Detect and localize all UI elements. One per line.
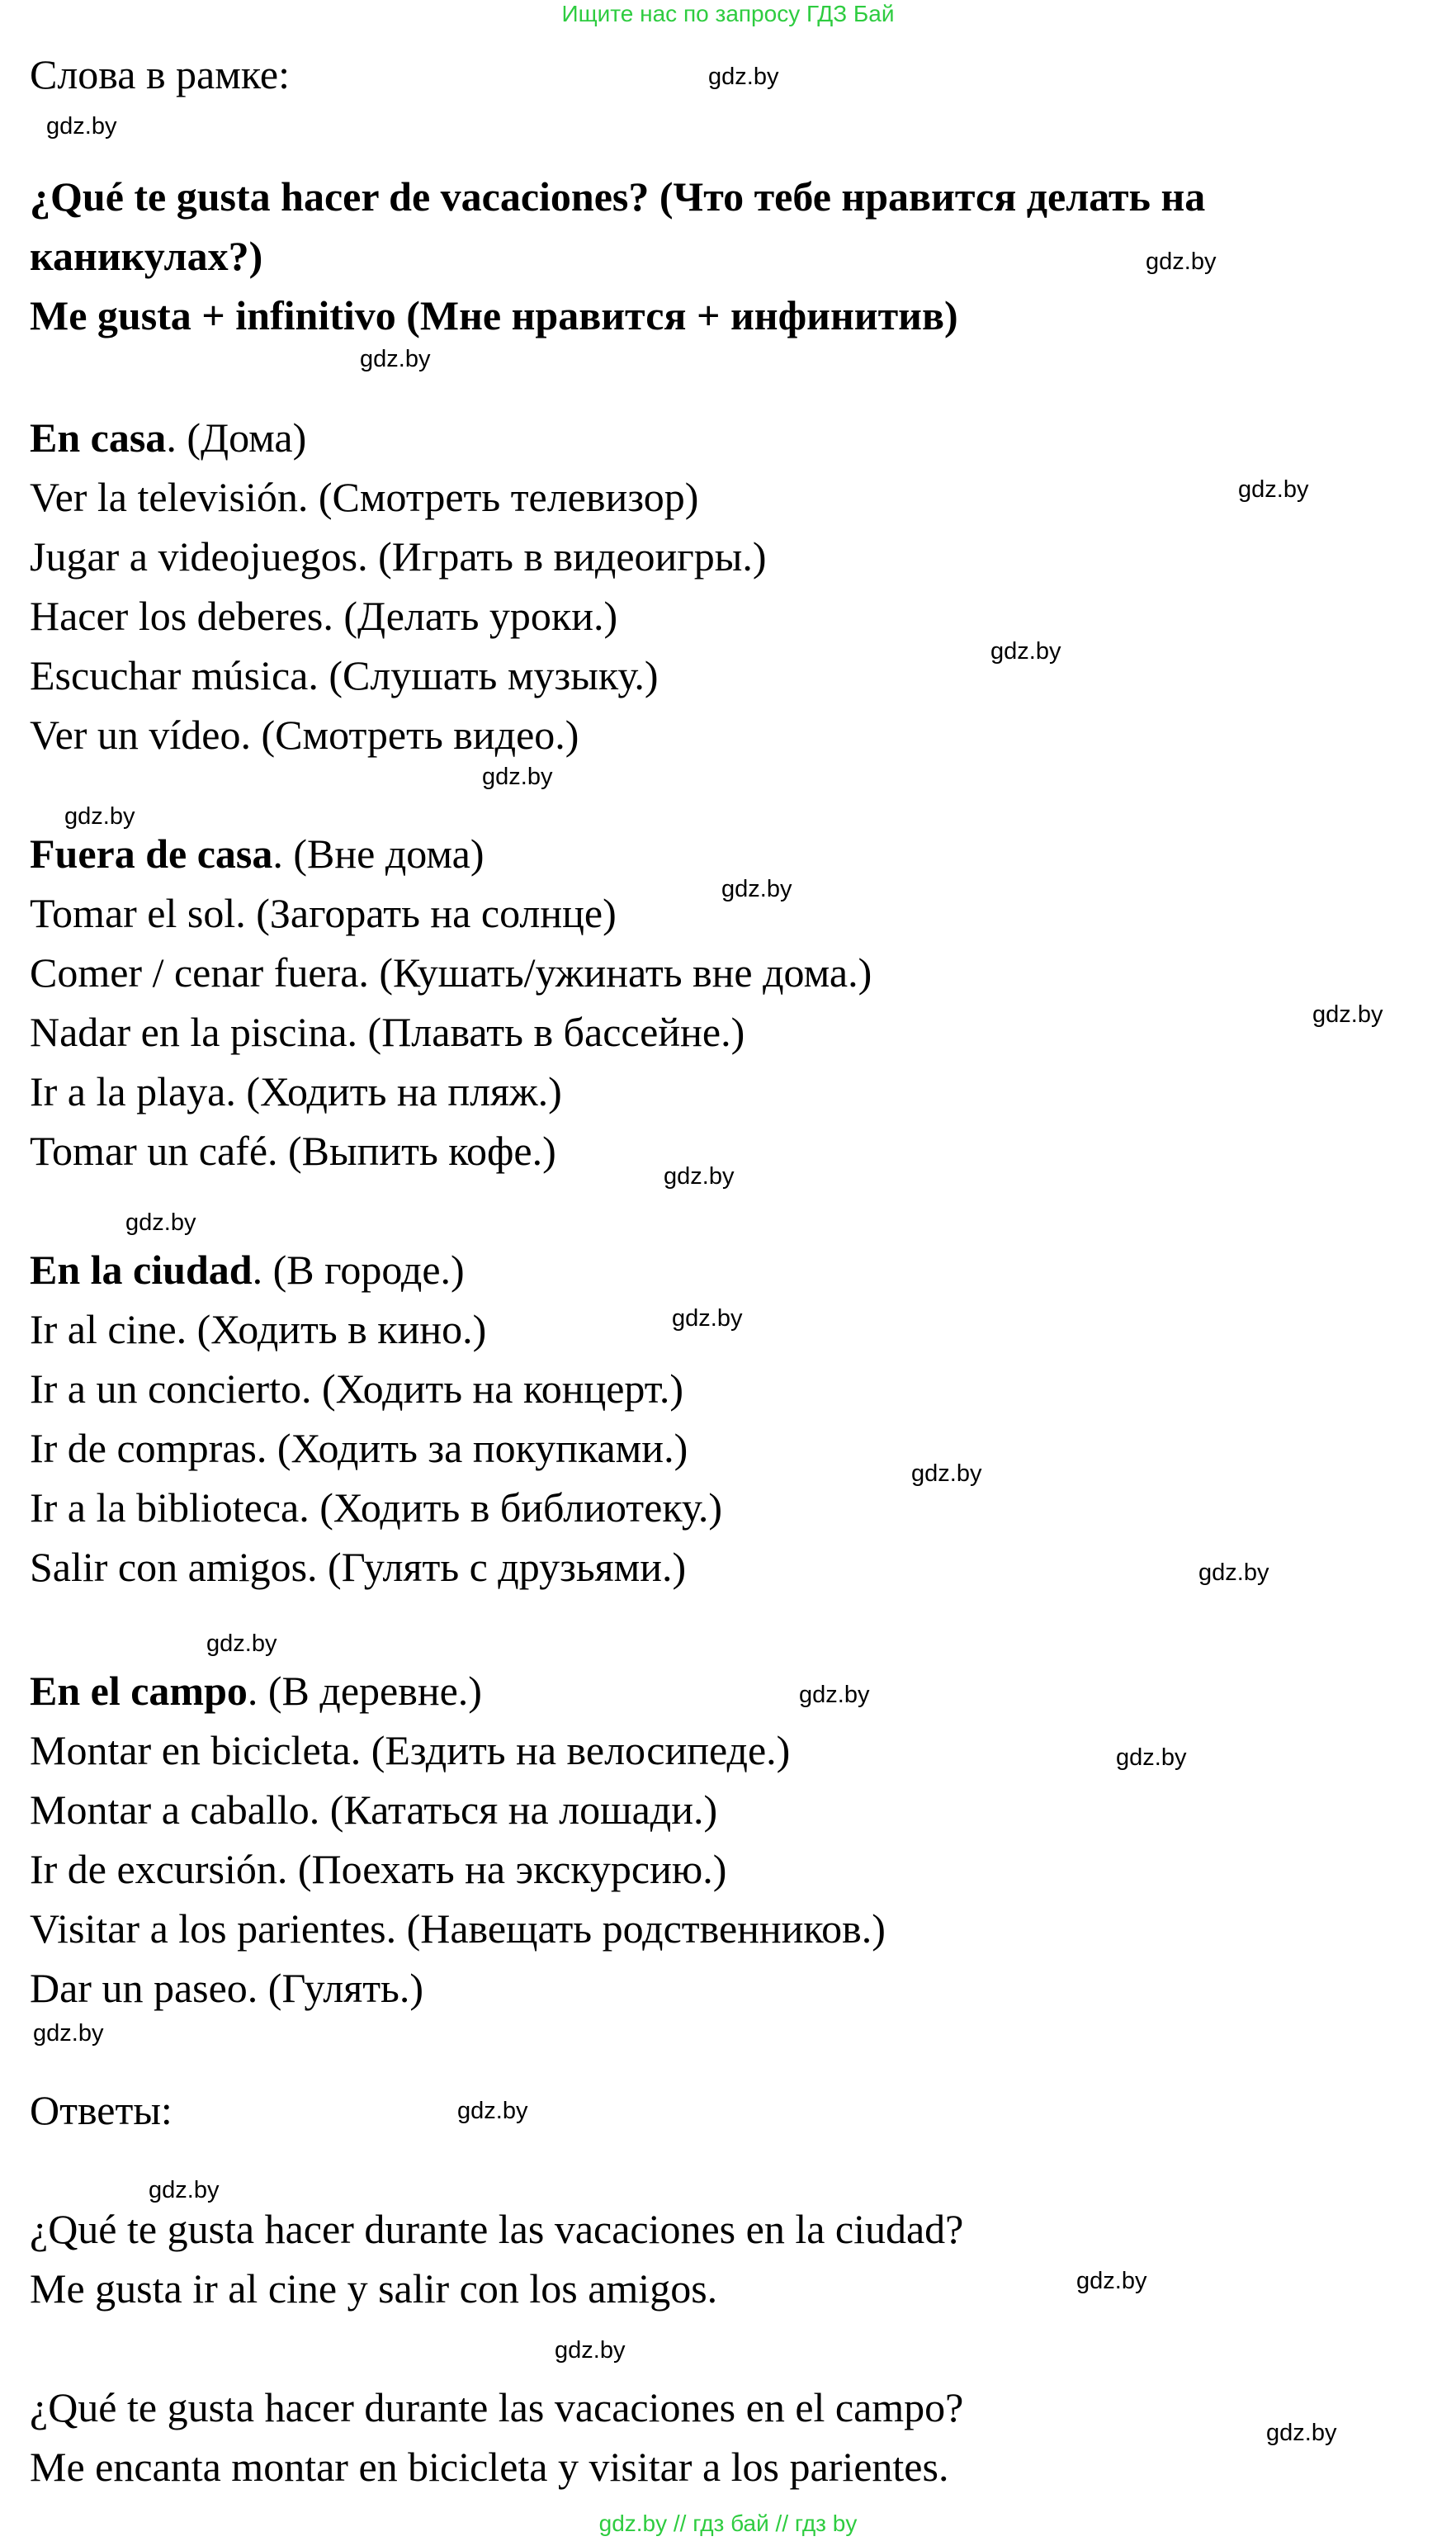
list-item: Ir a la biblioteca. (Ходить в библиотеку.) (30, 1484, 723, 1531)
watermark: gdz.by (206, 1630, 277, 1657)
watermark: gdz.by (672, 1305, 743, 1332)
question-heading-line-1: ¿Qué te gusta hacer de vacaciones? (Что тебе нравится делать на (30, 173, 1206, 220)
section-title-suffix: . (В деревне.) (247, 1668, 482, 1714)
list-item: Jugar a videojuegos. (Играть в видеоигры.) (30, 533, 767, 580)
section-title-en-el-campo (30, 1666, 482, 1715)
list-item: Ver la televisión. (Смотреть телевизор) (30, 474, 699, 520)
list-item: Salir con amigos. (Гулять с друзьями.) (30, 1544, 687, 1590)
section-title-suffix: . (В городе.) (252, 1247, 465, 1293)
watermark: gdz.by (911, 1460, 982, 1487)
section-title-fuera-de-casa (30, 829, 484, 878)
watermark: gdz.by (721, 876, 792, 902)
list-item: Tomar un café. (Выпить кофе.) (30, 1128, 556, 1174)
watermark: gdz.by (149, 2177, 220, 2203)
watermark: gdz.by (64, 803, 135, 830)
list-item: Ver un vídeo. (Смотреть видео.) (30, 712, 579, 758)
section-title-text: En la ciudad (30, 1247, 253, 1293)
watermark: gdz.by (799, 1682, 870, 1708)
watermark: gdz.by (1266, 2420, 1337, 2446)
list-item: Dar un paseo. (Гулять.) (30, 1965, 424, 2011)
watermark: gdz.by (1146, 248, 1217, 275)
section-title-suffix: . (Дома) (166, 414, 307, 461)
section-title-text: En casa (30, 414, 167, 461)
answers-label: Ответы: (30, 2087, 173, 2133)
question-heading-line-2: каникулах?) (30, 233, 263, 279)
watermark: gdz.by (360, 346, 431, 372)
watermark: gdz.by (1076, 2268, 1147, 2294)
watermark: gdz.by (46, 113, 117, 140)
list-item: Hacer los deberes. (Делать уроки.) (30, 593, 618, 639)
section-title-text: En el campo (30, 1668, 248, 1714)
section-title-suffix: . (Вне дома) (272, 831, 485, 877)
watermark: gdz.by (664, 1163, 735, 1190)
watermark: gdz.by (990, 638, 1061, 665)
list-item: Ir de compras. (Ходить за покупками.) (30, 1425, 688, 1471)
watermark: gdz.by (125, 1209, 196, 1236)
list-item: Tomar el sol. (Загорать на солнце) (30, 890, 617, 936)
list-item: Escuchar música. (Слушать музыку.) (30, 652, 659, 698)
list-item: Ir al cine. (Ходить в кино.) (30, 1306, 487, 1352)
list-item: Nadar en la piscina. (Плавать в бассейне.) (30, 1009, 745, 1055)
list-item: Montar a caballo. (Кататься на лошади.) (30, 1786, 718, 1833)
intro-label: Слова в рамке: (30, 51, 291, 97)
answer-question: ¿Qué te gusta hacer durante las vacaciones en la ciudad? (30, 2206, 964, 2252)
list-item: Ir a un concierto. (Ходить на концерт.) (30, 1365, 684, 1412)
watermark: gdz.by (1116, 1744, 1187, 1771)
section-title-en-casa (30, 413, 306, 462)
watermark: gdz.by (457, 2098, 528, 2124)
rule-heading: Me gusta + infinitivo (Мне нравится + инфинитив) (30, 292, 958, 338)
watermark: gdz.by (33, 2020, 104, 2047)
answer-text: Me encanta montar en bicicleta y visitar a los parientes. (30, 2444, 949, 2490)
watermark: gdz.by (482, 764, 553, 790)
list-item: Ir de excursión. (Поехать на экскурсию.) (30, 1846, 727, 1892)
answer-question: ¿Qué te gusta hacer durante las vacaciones en el campo? (30, 2384, 964, 2430)
top-banner-link[interactable]: Ищите нас по запросу ГДЗ Бай (561, 1, 895, 26)
list-item: Comer / cenar fuera. (Кушать/ужинать вне дома.) (30, 949, 872, 996)
section-title-en-la-ciudad (30, 1245, 465, 1294)
answer-text: Me gusta ir al cine y salir con los amigos. (30, 2265, 718, 2312)
bottom-banner-links[interactable]: gdz.by // гдз бай // гдз by (598, 2511, 858, 2536)
watermark: gdz.by (1198, 1559, 1269, 1586)
list-item: Montar en bicicleta. (Ездить на велосипеде.) (30, 1727, 791, 1773)
watermark: gdz.by (1312, 1001, 1383, 1028)
watermark: gdz.by (708, 64, 779, 90)
list-item: Visitar a los parientes. (Навещать родственников.) (30, 1905, 886, 1952)
section-title-text: Fuera de casa (30, 831, 273, 877)
list-item: Ir a la playa. (Ходить на пляж.) (30, 1068, 562, 1114)
watermark: gdz.by (555, 2337, 626, 2364)
watermark: gdz.by (1238, 476, 1309, 503)
